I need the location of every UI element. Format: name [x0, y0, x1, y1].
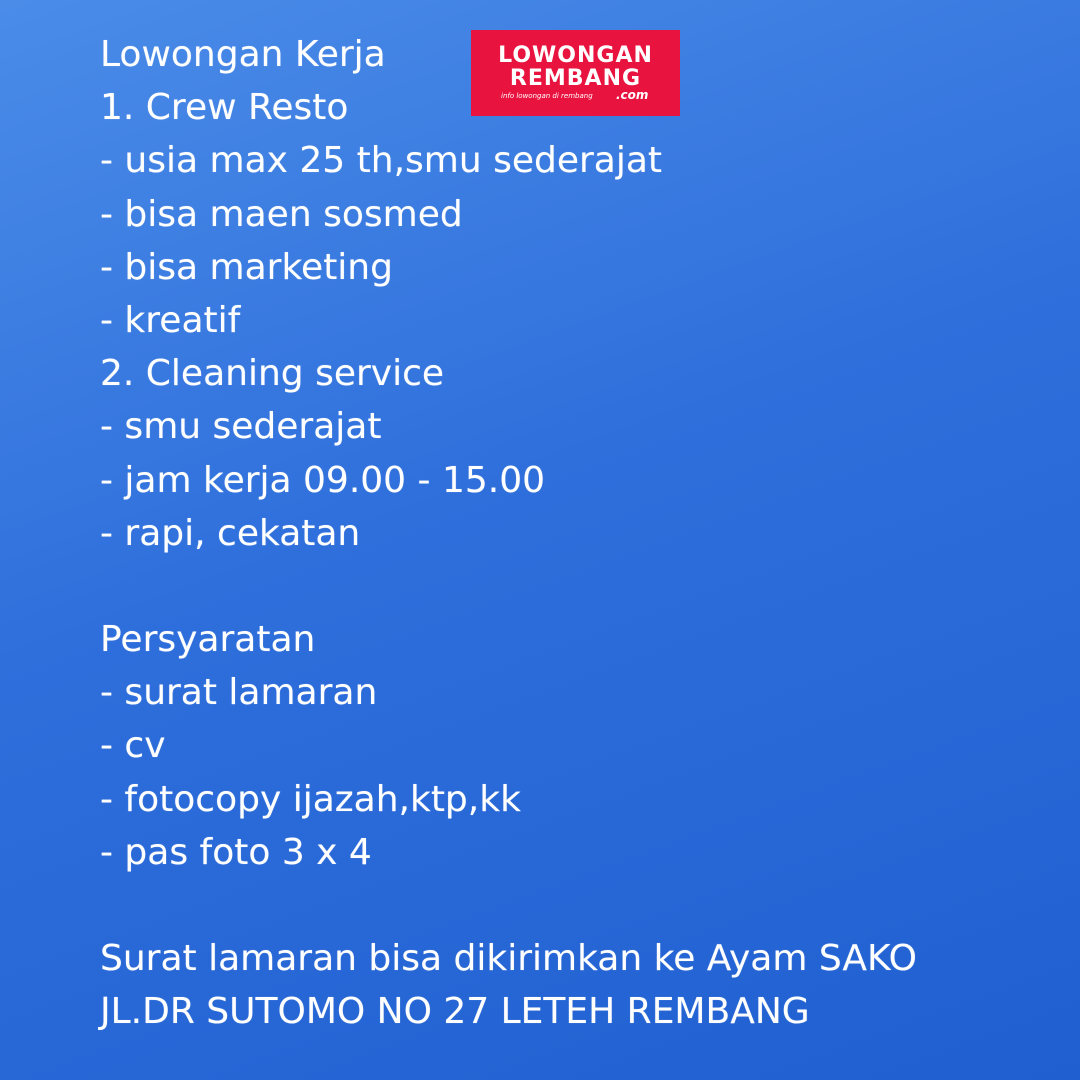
requirement-line: - kreatif [100, 299, 241, 341]
requirement-line: - bisa maen sosmed [100, 193, 463, 235]
job-title-cleaning-service: 2. Cleaning service [100, 353, 445, 395]
requirement-line: - bisa marketing [100, 246, 393, 288]
requirement-line: - smu sederajat [100, 406, 382, 448]
requirement-line: - usia max 25 th,smu sederajat [100, 140, 663, 182]
requirements-heading: Persyaratan [100, 619, 316, 661]
job-posting-text [100, 28, 1060, 1039]
requirement-line: - jam kerja 09.00 - 15.00 [100, 459, 546, 501]
lowongan-rembang-logo [471, 30, 680, 116]
logo-line-1: LOWONGAN [498, 43, 653, 68]
spacer [100, 560, 1060, 613]
job-title-crew-resto: 1. Crew Resto [100, 87, 349, 129]
application-address: JL.DR SUTOMO NO 27 LETEH REMBANG [100, 991, 810, 1033]
spacer [100, 879, 1060, 932]
application-instruction: Surat lamaran bisa dikirimkan ke Ayam SAKO [100, 938, 917, 980]
document-line: - pas foto 3 x 4 [100, 831, 372, 873]
requirement-line: - rapi, cekatan [100, 512, 361, 554]
logo-tagline: info lowongan di rembang [501, 92, 593, 100]
document-line: - cv [100, 725, 166, 767]
logo-line-2: REMBANG [509, 66, 642, 91]
document-line: - fotocopy ijazah,ktp,kk [100, 778, 521, 820]
document-line: - surat lamaran [100, 672, 378, 714]
posting-heading: Lowongan Kerja [100, 34, 386, 75]
logo-domain-suffix: .com [616, 88, 649, 102]
